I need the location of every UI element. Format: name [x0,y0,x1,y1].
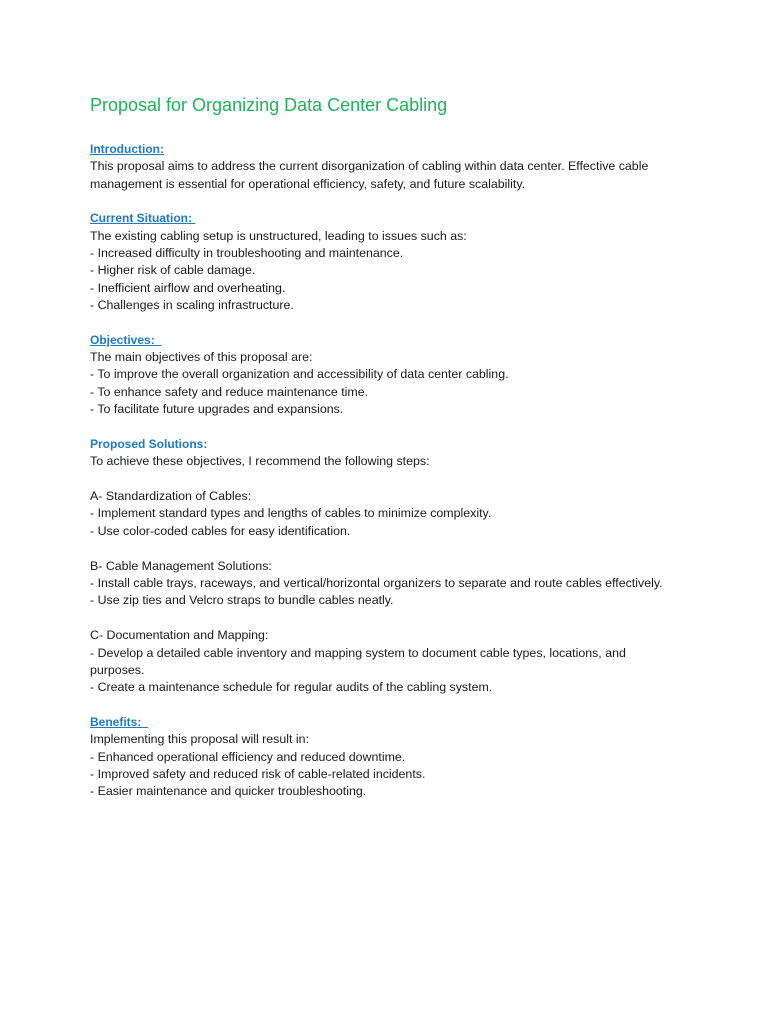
bullet-item: - Increased difficulty in troubleshooting and maintenance. [90,246,404,261]
bullet-item: - To enhance safety and reduce maintenance time. [90,384,369,399]
section-benefits [90,714,690,801]
section-heading-current-situation: Current Situation: [90,211,196,226]
section-heading-proposed-solutions: Proposed Solutions: [90,436,208,451]
section-proposed-solutions [90,436,690,697]
subheading-cable-management: B- Cable Management Solutions: [90,558,272,573]
body-line: The existing cabling setup is unstructured, leading to issues such as: [90,228,467,243]
blank-line [90,540,690,557]
bullet-item: - Use color-coded cables for easy identification. [90,523,351,538]
document-page [90,93,690,818]
section-current-situation [90,210,690,314]
section-objectives [90,332,690,419]
body-line: management is essential for operational efficiency, safety, and future scalability. [90,176,526,191]
blank-line [90,471,690,488]
subheading-documentation: C- Documentation and Mapping: [90,628,269,643]
bullet-item: - Enhanced operational efficiency and reduced downtime. [90,749,406,764]
bullet-item: - To facilitate future upgrades and expansions. [90,402,344,417]
bullet-item: - Improved safety and reduced risk of cable-related incidents. [90,766,426,781]
blank-line [90,610,690,627]
document-title: Proposal for Organizing Data Center Cabling [90,95,448,115]
body-line: To achieve these objectives, I recommend the following steps: [90,454,430,469]
body-line: The main objectives of this proposal are: [90,350,313,365]
bullet-item: - Challenges in scaling infrastructure. [90,298,294,313]
body-line: This proposal aims to address the current disorganization of cabling within data center. Effective cable [90,159,649,174]
bullet-item: - Install cable trays, raceways, and vertical/horizontal organizers to separate and route cables effectively. [90,575,663,590]
bullet-item: - Easier maintenance and quicker troubleshooting. [90,784,367,799]
section-heading-objectives: Objectives: [90,332,162,347]
section-heading-benefits: Benefits: [90,714,149,729]
bullet-item: - Use zip ties and Velcro straps to bundle cables neatly. [90,593,394,608]
bullet-item: - To improve the overall organization and accessibility of data center cabling. [90,367,509,382]
bullet-item: - Implement standard types and lengths of cables to minimize complexity. [90,506,492,521]
section-introduction [90,141,690,193]
body-line: Implementing this proposal will result in: [90,732,309,747]
bullet-item: - Higher risk of cable damage. [90,263,256,278]
bullet-item: - Create a maintenance schedule for regular audits of the cabling system. [90,680,493,695]
bullet-item-continuation: purposes. [90,662,145,677]
section-heading-introduction: Introduction: [90,142,164,156]
subheading-standardization: A- Standardization of Cables: [90,488,252,503]
bullet-item: - Develop a detailed cable inventory and mapping system to document cable types, locations, and [90,645,626,660]
bullet-item: - Inefficient airflow and overheating. [90,280,286,295]
